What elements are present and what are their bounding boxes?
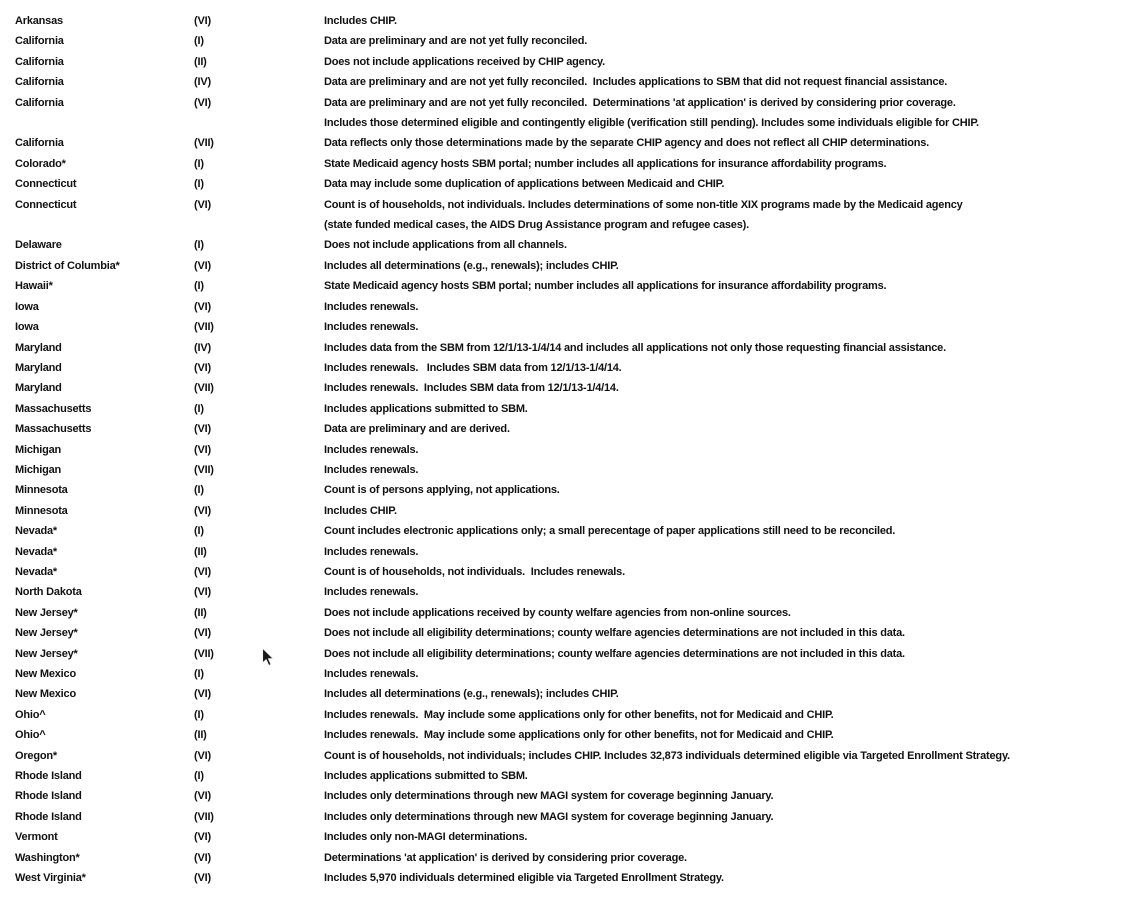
state-name: Nevada* [15,545,58,558]
footnote-code: (VI) [194,790,211,803]
footnote-text: Includes renewals. [324,300,419,313]
footnote-text: Determinations 'at application' is derived by considering prior coverage. [324,851,687,864]
footnote-text: State Medicaid agency hosts SBM portal; number includes all applications for insurance affordability programs. [324,157,887,170]
table-row [0,174,1140,194]
footnote-text: Does not include applications from all channels. [324,239,567,252]
state-name: Ohio^ [15,708,46,721]
state-name: Minnesota [15,504,68,517]
footnote-code: (I) [194,708,204,721]
footnote-code: (VI) [194,423,211,436]
footnote-text: Count includes electronic applications only; a small perecentage of paper applications still need to be reconciled. [324,525,896,538]
table-row [0,848,1140,868]
state-name: Colorado* [15,157,66,170]
footnote-code: (VI) [194,688,211,701]
footnote-text: Count is of households, not individuals; includes CHIP. Includes 32,873 individuals determined eligible via Targeted Enrollment Strategy. [324,749,1010,762]
state-name: Michigan [15,443,62,456]
footnote-text: Includes applications submitted to SBM. [324,402,528,415]
state-name: Vermont [15,831,58,844]
state-name: California [15,96,64,109]
footnote-text: Includes all determinations (e.g., renewals); includes CHIP. [324,688,619,701]
footnote-code: (I) [194,668,204,680]
state-name: Ohio^ [15,729,46,742]
footnote-code: (I) [194,525,204,538]
footnote-text: (state funded medical cases, the AIDS Drug Assistance program and refugee cases). [324,219,749,232]
state-name: Maryland [15,382,62,395]
footnote-code: (VII) [194,382,214,395]
footnote-code: (II) [194,606,207,619]
footnote-text: Includes renewals. [324,443,419,456]
state-name: New Jersey* [15,627,78,640]
table-row [0,684,1140,704]
table-row [0,542,1140,562]
footnote-text: Includes only determinations through new MAGI system for coverage beginning January. [324,810,774,823]
state-name: Connecticut [15,198,77,211]
table-row [0,378,1140,398]
footnote-code: (II) [194,55,207,68]
table-row [0,766,1140,786]
table-row [0,72,1140,92]
state-name: Nevada* [15,525,58,538]
state-name: Hawaii* [15,280,53,293]
table-row [0,480,1140,500]
footnote-text: Includes applications submitted to SBM. [324,770,528,783]
state-name: California [15,137,64,150]
table-row [0,521,1140,541]
table-row [0,644,1140,664]
table-row [0,399,1140,419]
footnote-text: Count is of persons applying, not applications. [324,484,560,497]
table-row [0,827,1140,847]
table-row [0,582,1140,602]
table-row [0,623,1140,643]
footnote-code: (VI) [194,565,211,578]
footnote-text: Includes renewals. [324,668,419,680]
footnote-code: (VI) [194,851,211,864]
table-row [0,562,1140,582]
table-row [0,297,1140,317]
footnote-text: Count is of households, not individuals. Includes determinations of some non-title XIX programs made by the Medicaid agency [324,198,963,211]
state-name: Massachusetts [15,423,92,436]
footnote-text: Includes renewals. Includes SBM data from 12/1/13-1/4/14. [324,361,622,374]
table-row [0,664,1140,684]
footnote-code: (VI) [194,831,211,844]
state-name: Arkansas [15,15,63,27]
state-footnotes-table [0,11,1140,888]
state-name: Rhode Island [15,770,82,783]
table-row [0,11,1140,31]
table-row [0,501,1140,521]
table-row [0,276,1140,296]
footnote-code: (VI) [194,259,211,272]
table-row [0,133,1140,153]
table-row [0,460,1140,480]
footnote-text: Includes those determined eligible and contingently eligible (verification still pending). Includes some individuals eligible for CHIP. [324,117,979,130]
footnote-text: Includes renewals. [324,463,419,476]
table-row [0,338,1140,358]
table-row [0,113,1140,133]
footnote-text: Includes only non-MAGI determinations. [324,831,528,844]
footnote-code: (I) [194,239,204,252]
table-row [0,807,1140,827]
table-row [0,195,1140,215]
footnote-code: (I) [194,35,204,48]
state-name: Iowa [15,300,39,313]
state-name: West Virginia* [15,872,86,885]
footnote-code: (II) [194,545,207,558]
state-name: Iowa [15,321,39,334]
footnote-text: Data may include some duplication of applications between Medicaid and CHIP. [324,178,725,191]
footnote-code: (I) [194,157,204,170]
state-name: Connecticut [15,178,77,191]
footnote-code: (VI) [194,96,211,109]
footnote-text: Includes renewals. May include some applications only for other benefits, not for Medicaid and CHIP. [324,708,834,721]
footnote-text: State Medicaid agency hosts SBM portal; number includes all applications for insurance affordability programs. [324,280,887,293]
footnote-code: (I) [194,770,204,783]
table-row [0,746,1140,766]
state-name: Michigan [15,463,62,476]
table-row [0,154,1140,174]
state-name: California [15,76,64,89]
state-name: New Jersey* [15,647,78,660]
footnote-text: Does not include applications received by CHIP agency. [324,55,605,68]
table-row [0,215,1140,235]
footnote-code: (VI) [194,504,211,517]
footnote-text: Does not include all eligibility determinations; county welfare agencies determinations are not included in this data. [324,627,905,640]
table-row [0,786,1140,806]
footnote-text: Does not include all eligibility determinations; county welfare agencies determinations are not included in this data. [324,647,905,660]
table-row [0,868,1140,888]
state-name: Oregon* [15,749,57,762]
footnote-code: (II) [194,729,207,742]
state-name: California [15,55,64,68]
footnote-code: (VII) [194,810,214,823]
footnote-text: Includes renewals. [324,321,419,334]
footnote-code: (VI) [194,361,211,374]
footnote-text: Data are preliminary and are not yet fully reconciled. Includes applications to SBM that did not request financial assistance. [324,76,948,89]
footnote-text: Includes all determinations (e.g., renewals); includes CHIP. [324,259,619,272]
table-row [0,440,1140,460]
footnote-code: (I) [194,402,204,415]
state-name: District of Columbia* [15,259,120,272]
footnote-code: (IV) [194,341,211,354]
footnote-code: (VI) [194,586,211,599]
footnote-code: (VI) [194,749,211,762]
footnote-code: (VI) [194,15,211,27]
state-name: New Mexico [15,688,76,701]
state-name: Maryland [15,341,62,354]
state-name: New Jersey* [15,606,78,619]
state-name: Minnesota [15,484,68,497]
footnote-code: (IV) [194,76,211,89]
footnote-text: Includes CHIP. [324,504,397,517]
table-row [0,358,1140,378]
state-name: Rhode Island [15,790,82,803]
state-name: California [15,35,64,48]
table-row [0,419,1140,439]
footnote-code: (VI) [194,627,211,640]
footnote-code: (VI) [194,872,211,885]
footnote-text: Includes renewals. [324,545,419,558]
state-name: Washington* [15,851,80,864]
footnote-text: Data are preliminary and are not yet fully reconciled. [324,35,588,48]
footnote-code: (I) [194,484,204,497]
table-row [0,93,1140,113]
footnote-code: (VII) [194,137,214,150]
footnote-text: Includes renewals. Includes SBM data from 12/1/13-1/4/14. [324,382,619,395]
footnote-text: Includes data from the SBM from 12/1/13-1/4/14 and includes all applications not only those requesting financial assistance. [324,341,946,354]
table-row [0,31,1140,51]
table-row [0,603,1140,623]
state-name: New Mexico [15,668,76,680]
footnote-code: (I) [194,280,204,293]
state-name: Nevada* [15,565,58,578]
footnote-text: Includes 5,970 individuals determined eligible via Targeted Enrollment Strategy. [324,872,724,885]
footnote-text: Includes renewals. May include some applications only for other benefits, not for Medicaid and CHIP. [324,729,834,742]
state-name: Rhode Island [15,810,82,823]
state-name: Maryland [15,361,62,374]
table-row [0,705,1140,725]
footnote-code: (VII) [194,463,214,476]
footnote-text: Data are preliminary and are not yet fully reconciled. Determinations 'at application' is derived by considering prior coverage. [324,96,956,109]
footnote-text: Data reflects only those determinations made by the separate CHIP agency and does not reflect all CHIP determinations. [324,137,930,150]
footnote-code: (VII) [194,321,214,334]
state-name: Delaware [15,239,62,252]
footnote-code: (VII) [194,647,214,660]
table-row [0,256,1140,276]
footnote-code: (I) [194,178,204,191]
footnote-code: (VI) [194,198,211,211]
table-row [0,317,1140,337]
footnote-text: Count is of households, not individuals. Includes renewals. [324,565,625,578]
table-row [0,725,1140,745]
table-row [0,52,1140,72]
state-name: Massachusetts [15,402,92,415]
footnote-code: (VI) [194,300,211,313]
footnote-code: (VI) [194,443,211,456]
table-row [0,235,1140,255]
state-name: North Dakota [15,586,82,599]
footnote-text: Includes CHIP. [324,15,397,27]
footnote-text: Does not include applications received by county welfare agencies from non-online sources. [324,606,791,619]
footnote-text: Includes renewals. [324,586,419,599]
footnote-text: Includes only determinations through new MAGI system for coverage beginning January. [324,790,774,803]
footnote-text: Data are preliminary and are derived. [324,423,510,436]
